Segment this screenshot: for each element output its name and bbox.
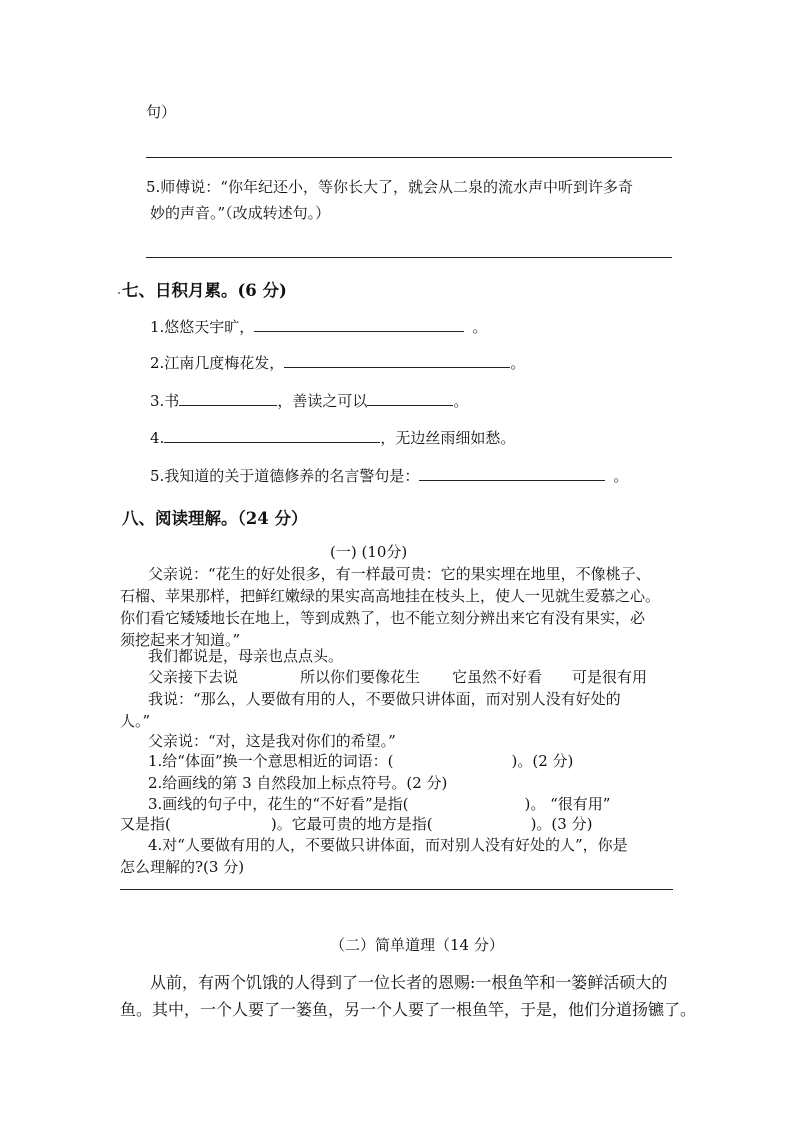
passage1-p3-b: 所以你们要像花生 bbox=[300, 668, 421, 686]
p1-q3-line2-middle: )。它最可贵的地方是指( bbox=[270, 815, 433, 833]
s7-q3-middle: ，善读之可以 bbox=[277, 392, 368, 410]
section8-heading: 八、阅读理解。（24 分） bbox=[122, 509, 308, 528]
p1-q3-line1 bbox=[148, 793, 610, 814]
s7-q5-prefix: 5.我知道的关于道德修养的名言警句是： bbox=[150, 467, 420, 485]
s7-q1-suffix: 。 bbox=[472, 318, 488, 336]
answer-line bbox=[120, 889, 673, 890]
passage1-p3-a: 父亲接下去说 bbox=[148, 668, 239, 686]
passage1-p3-d: 可是很有用 bbox=[572, 668, 648, 686]
passage1-p1-line1: 父亲说：“花生的好处很多，有一样最可贵：它的果实埋在地里，不像桃子、 bbox=[148, 565, 651, 583]
p1-q3-prefix: 3.画线的句子中，花生的“不好看”是指( bbox=[148, 795, 409, 813]
s7-q4-prefix: 4. bbox=[150, 429, 165, 447]
answer-line bbox=[146, 157, 672, 158]
p1-q1-suffix: )。(2 分) bbox=[511, 752, 574, 770]
p1-q2: 2.给画线的第 3 自然段加上标点符号。(2 分) bbox=[148, 774, 448, 792]
s7-q4-blank[interactable] bbox=[164, 427, 380, 443]
p1-q1 bbox=[148, 750, 573, 771]
s7-q3-prefix: 3.书 bbox=[150, 392, 180, 410]
s7-q5 bbox=[150, 465, 628, 486]
p1-q4-line1: 4.对“人要做有用的人，不要做只讲体面，而对别人没有好处的人”，你是 bbox=[148, 836, 628, 854]
passage1-p2: 我们都说是，母亲也点点头。 bbox=[148, 647, 344, 665]
section7-heading: 七、日积月累。(6 分) bbox=[122, 281, 287, 300]
answer-line bbox=[146, 257, 672, 258]
passage1-p5: 父亲说：“对，这是我对你们的希望。” bbox=[148, 732, 396, 750]
passage1-p1-line2: 石榴、苹果那样，把鲜红嫩绿的果实高高地挂在枝头上，使人一见就生爱慕之心。 bbox=[120, 587, 661, 605]
q5-text-line1: 5.师傅说：“你年纪还小，等你长大了，就会从二泉的流水声中听到许多奇 bbox=[146, 178, 633, 196]
s7-q5-suffix: 。 bbox=[613, 467, 629, 485]
s7-q4 bbox=[150, 427, 515, 448]
q5-text-line2: 妙的声音。”（改成转述句。） bbox=[150, 204, 331, 222]
p1-q3-line2 bbox=[120, 813, 592, 834]
part2-title: （二）简单道理（14 分） bbox=[330, 936, 504, 954]
p1-q3-line2-suffix: )。(3 分) bbox=[530, 815, 593, 833]
s7-q3-suffix: 。 bbox=[453, 392, 469, 410]
s7-q3 bbox=[150, 390, 468, 411]
passage2-p1-line2: 鱼。其中，一个人要了一篓鱼，另一个人要了一根鱼竿，于是，他们分道扬镳了。 bbox=[120, 1000, 697, 1019]
s7-q4-suffix: ，无边丝雨细如愁。 bbox=[380, 429, 516, 447]
passage1-p1-line3: 你们看它矮矮地长在地上，等到成熟了，也不能立刻分辨出来它有没有果实，必 bbox=[120, 609, 646, 627]
s7-q2-prefix: 2.江南几度梅花发， bbox=[150, 354, 285, 372]
s7-q3-blank2[interactable] bbox=[367, 390, 453, 406]
p1-q4-line2: 怎么理解的?(3 分) bbox=[120, 858, 245, 876]
q4-tail-text: 句） bbox=[146, 103, 177, 121]
s7-q2 bbox=[150, 352, 525, 373]
passage2-p1-line1: 从前，有两个饥饿的人得到了一位长者的恩赐:一根鱼竿和一篓鲜活硕大的 bbox=[150, 973, 668, 992]
s7-q1-prefix: 1.悠悠天宇旷， bbox=[150, 318, 255, 336]
part1-title: (一) (10分) bbox=[330, 543, 408, 561]
p1-q3-middle: )。 “很有用” bbox=[524, 795, 611, 813]
s7-q1-blank[interactable] bbox=[254, 316, 464, 332]
passage1-p4-line2: 人。” bbox=[120, 712, 151, 730]
stray-mark bbox=[118, 292, 120, 294]
p1-q3-line2-prefix: 又是指( bbox=[120, 815, 171, 833]
p1-q1-prefix: 1.给“体面”换一个意思相近的词语：( bbox=[148, 752, 394, 770]
passage1-p1-line4: 须挖起来才知道。” bbox=[120, 631, 241, 649]
s7-q2-suffix: 。 bbox=[510, 354, 526, 372]
s7-q2-blank[interactable] bbox=[284, 352, 510, 368]
s7-q5-blank[interactable] bbox=[419, 465, 605, 481]
passage1-p4-line1: 我说：“那么，人要做有用的人，不要做只讲体面，而对别人没有好处的 bbox=[148, 690, 621, 708]
passage1-p3-c: 它虽然不好看 bbox=[452, 668, 543, 686]
s7-q3-blank1[interactable] bbox=[179, 390, 277, 406]
s7-q1 bbox=[150, 316, 487, 337]
